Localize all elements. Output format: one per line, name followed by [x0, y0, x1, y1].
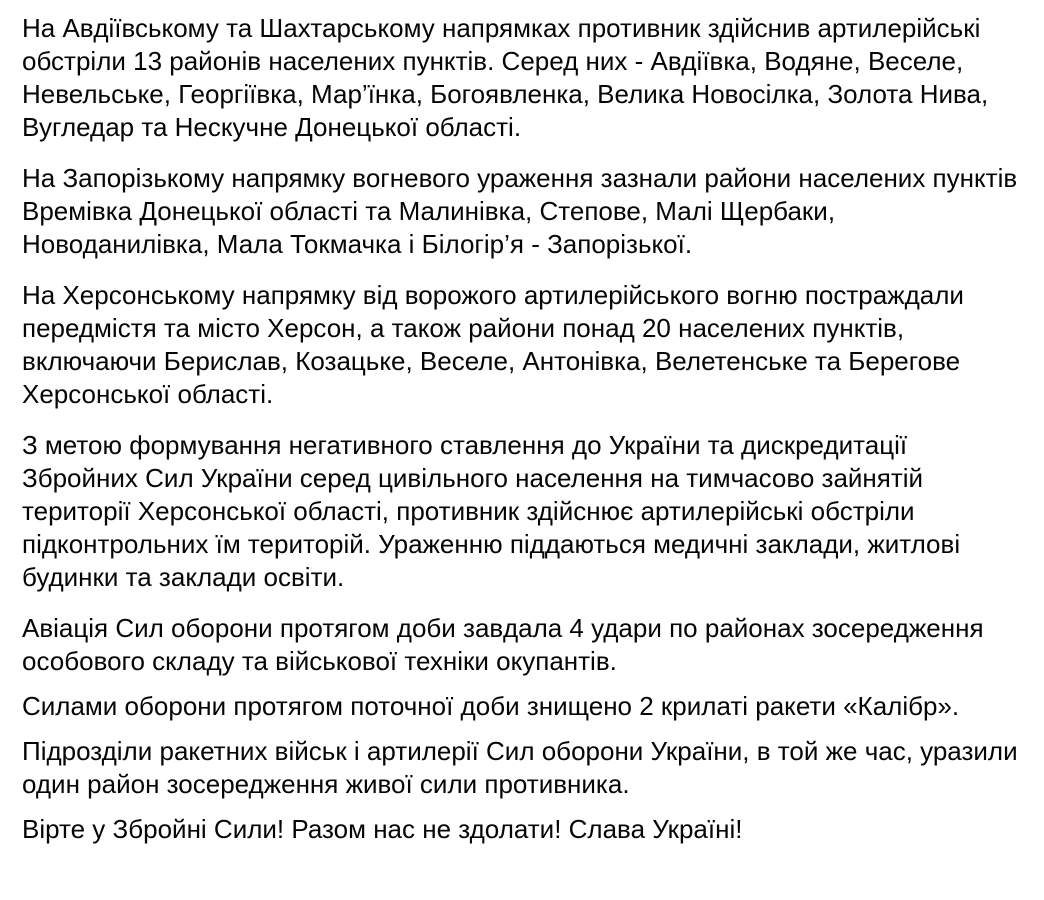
paragraph-closing: Вірте у Збройні Сили! Разом нас не здолати! Слава Україні!: [22, 814, 743, 844]
paragraph-zaporizhzhia: На Запорізькому напрямку вогневого ураження зазнали райони населених пунктів Времівка Донецької області та Малинівка, Степове, Малі Щербаки, Новоданилівка, Мала Токмачка і Білогір’я - Запорізької.: [22, 163, 1018, 259]
paragraph-discreditation: З метою формування негативного ставлення до України та дискредитації Збройних Сил України серед цивільного населення на тимчасово зайнятій території Херсонської області, противник здійснює артилерійські обстріли підконтрольних їм територій. Ураженню піддаються медичні заклади, житлові будинки та заклади освіти.: [22, 430, 961, 592]
paragraph-rocket-artillery: Підрозділи ракетних військ і артилерії Сил оборони України, в той же час, уразили один район зосередження живої сили противника.: [22, 736, 1018, 799]
paragraph-kherson: На Херсонському напрямку від ворожого артилерійського вогню постраждали передмістя та місто Херсон, а також райони понад 20 населених пунктів, включаючи Берислав, Козацьке, Веселе, Антонівка, Велетенське та Берегове Херсонської області.: [22, 280, 964, 409]
paragraph-kalibr-missiles: Силами оборони протягом поточної доби знищено 2 крилаті ракети «Калібр».: [22, 691, 960, 721]
paragraph-aviation: Авіація Сил оборони протягом доби завдала 4 удари по районах зосередження особового складу та військової техніки окупантів.: [22, 613, 984, 676]
paragraph-avdiivka-shakhtarsk: На Авдіївському та Шахтарському напрямках противник здійснив артилерійські обстріли 13 районів населених пунктів. Серед них - Авдіївка, Водяне, Веселе, Невельське, Георгіївка, Мар’їнка, Богоявленка, Велика Новосілка, Золота Нива, Вугледар та Нескучне Донецької області.: [22, 13, 989, 142]
